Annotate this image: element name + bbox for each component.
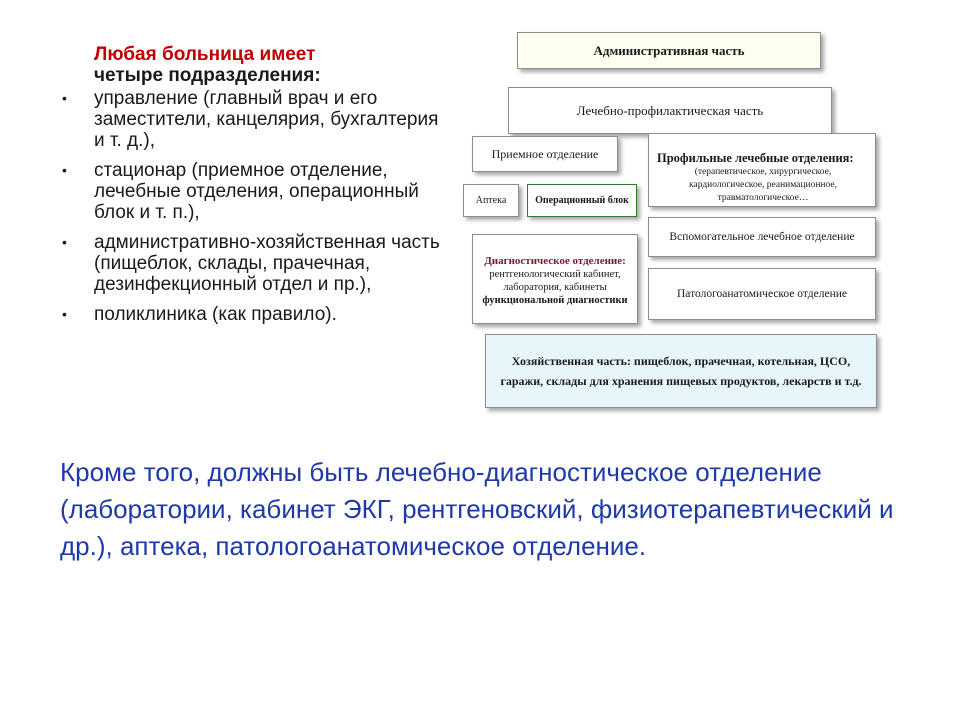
bullet-icon: • [62,234,67,250]
pathology-dept-box: Патологоанатомическое отделение [648,268,876,320]
list-item-text: управление (главный врач и его заместители, канцелярия, бухгалтерия и т. д.), [94,88,439,151]
list-item [62,88,442,151]
diagnostic-dept-line: функциональной диагностики [482,295,628,306]
bullet-icon: • [62,306,67,322]
list-item [62,304,442,325]
list-item-text: поликлиника (как правило). [94,304,337,325]
intro-heading [94,44,442,86]
bullet-icon: • [62,162,67,178]
pharmacy-box: Аптека [463,184,519,217]
diagnostic-dept-box [472,234,638,324]
subdivision-list [62,88,442,325]
heading-line-2: четыре подразделения: [94,65,321,86]
list-item-text: административно-хозяйственная часть (пищеблок, склады, прачечная, дезинфекционный отдел и пр.), [94,232,440,295]
list-item [62,232,442,295]
admin-part-box: Административная часть [517,32,821,69]
profile-depts-title: Профильные лечебные отделения: [657,150,854,165]
additional-departments-text: Кроме того, должны быть лечебно-диагностическое отделение (лаборатории, кабинет ЭКГ, рентгеновский, физиотерапевтический и др.), аптека, патологоанатомическое отделение. [60,457,894,561]
medical-part-box: Лечебно-профилактическая часть [508,87,832,134]
economic-line-2: гаражи, склады для хранения пищевых продуктов, лекарств и т.д. [500,374,862,388]
list-item-text: стационар (приемное отделение, лечебные отделения, операционный блок и т. п.), [94,160,419,223]
diagnostic-dept-line: лаборатория, кабинеты [503,282,607,293]
diagnostic-dept-title: Диагностическое отделение: [484,255,626,267]
economic-part-box [485,334,877,408]
reception-dept-box: Приемное отделение [472,136,618,172]
profile-depts-detail: (терапевтическое, хирургическое, кардиологическое, реанимационное, травматологическое… [689,166,837,203]
diagnostic-dept-line: рентгенологический кабинет, [489,269,621,280]
list-item [62,160,442,223]
bullet-icon: • [62,90,67,106]
profile-depts-box [648,133,876,207]
operating-block-box: Операционный блок [527,184,637,217]
heading-line-1: Любая больница имеет [94,44,316,65]
hospital-structure-text [62,44,442,334]
economic-line-1: Хозяйственная часть: пищеблок, прачечная, котельная, ЦСО, [511,354,851,368]
auxiliary-dept-box: Вспомогательное лечебное отделение [648,217,876,257]
